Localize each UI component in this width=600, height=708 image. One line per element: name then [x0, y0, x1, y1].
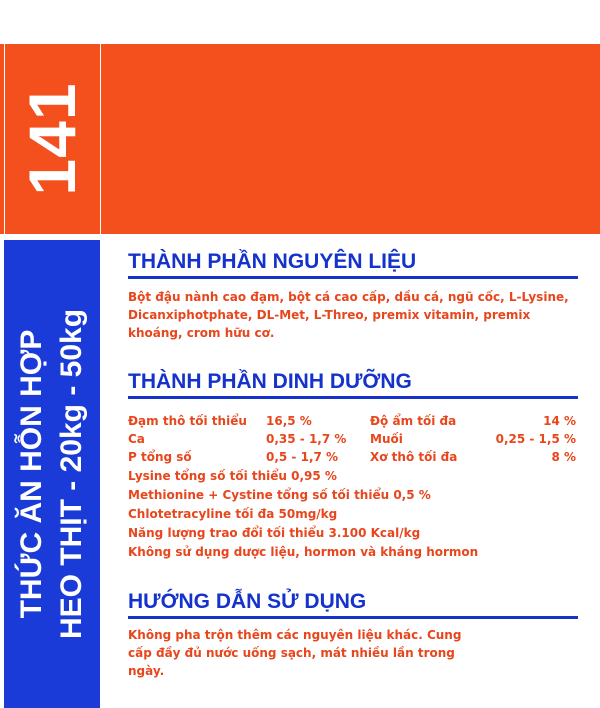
nutrition-line: Methionine + Cystine tổng số tối thiểu 0,5 % — [128, 488, 431, 502]
product-name-line1: THỨC ĂN HỖN HỢP — [15, 329, 48, 619]
product-code: 141 — [15, 82, 89, 196]
nutrition-title: THÀNH PHẦN DINH DƯỠNG — [128, 370, 412, 393]
nutrient-name: Ca — [128, 432, 145, 446]
nutrient-value: 14 % — [543, 414, 576, 428]
nutrient-name: Muối — [370, 432, 403, 446]
usage-title: HƯỚNG DẪN SỬ DỤNG — [128, 590, 367, 613]
nutrition-row — [128, 450, 578, 468]
nutrient-value: 0,35 - 1,7 % — [266, 432, 347, 446]
nutrient-value: 16,5 % — [266, 414, 312, 428]
nutrition-row — [128, 432, 578, 450]
product-name — [12, 309, 92, 639]
nutrient-name: Xơ thô tối đa — [370, 450, 458, 464]
nutrition-line: Chlotetracyline tối đa 50mg/kg — [128, 507, 338, 521]
usage-text: Không pha trộn thêm các nguyên liệu khác. Cung cấp đầy đủ nước uống sạch, mát nhiều lần trong ngày. — [128, 628, 462, 678]
nutrient-name: Độ ẩm tối đa — [370, 414, 457, 428]
orange-header-band — [0, 44, 600, 234]
ingredients-title: THÀNH PHẦN NGUYÊN LIỆU — [128, 250, 417, 273]
ingredients-text: Bột đậu nành cao đạm, bột cá cao cấp, dầu cá, ngũ cốc, L-Lysine, Dicanxiphotphate, DL-Met, L-Threo, premix vitamin, premix khoáng, crom hữu cơ. — [128, 290, 569, 340]
nutrition-row — [128, 414, 578, 432]
product-name-line2: HEO THỊT - 20kg - 50kg — [55, 308, 88, 640]
nutrition-line: Năng lượng trao đổi tối thiểu 3.100 Kcal/kg — [128, 526, 421, 540]
divider-line — [100, 44, 101, 234]
divider-line — [4, 44, 5, 234]
nutrient-name: Đạm thô tối thiểu — [128, 414, 247, 428]
nutrition-line: Không sử dụng dược liệu, hormon và kháng hormon — [128, 545, 479, 559]
nutrient-value: 0,25 - 1,5 % — [495, 432, 576, 446]
nutrition-rule — [128, 396, 578, 399]
ingredients-rule — [128, 276, 578, 279]
nutrition-line: Lysine tổng số tối thiểu 0,95 % — [128, 469, 337, 483]
usage-rule — [128, 616, 578, 619]
nutrient-value: 0,5 - 1,7 % — [266, 450, 339, 464]
nutrient-value: 8 % — [551, 450, 576, 464]
nutrient-name: P tổng số — [128, 450, 192, 464]
